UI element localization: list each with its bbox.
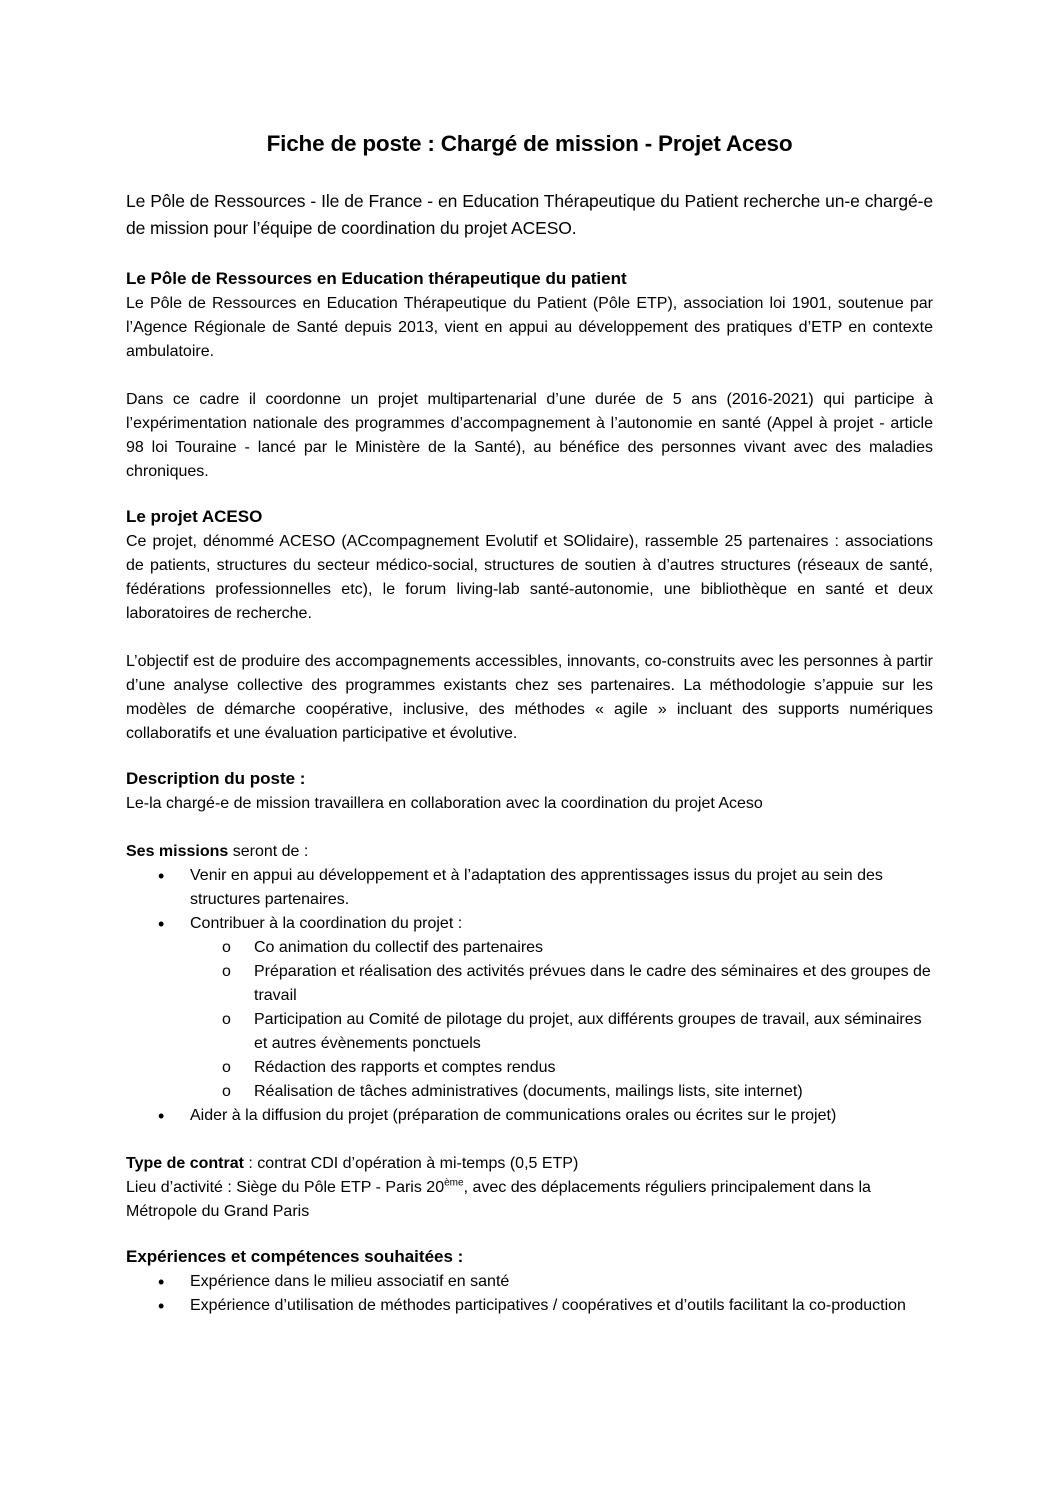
list-item [158, 912, 933, 1104]
section-heading: Description du poste : [126, 769, 306, 788]
section-pole [126, 266, 933, 484]
sub-list-item: o Rédaction des rapports et comptes rendus [222, 1056, 933, 1080]
contract-type [126, 1152, 933, 1176]
missions-label-rest: seront de : [228, 843, 309, 860]
section-heading: Expériences et compétences souhaitées : [126, 1247, 464, 1266]
list-item: • Aider à la diffusion du projet (préparation de communications orales ou écrites sur le projet) [158, 1104, 933, 1128]
missions-list [126, 864, 933, 1128]
section-projet [126, 504, 933, 746]
list-item-label: Contribuer à la coordination du projet : [190, 915, 463, 932]
work-location-sup: ème [444, 1177, 464, 1189]
contract-type-value: : contrat CDI d’opération à mi-temps (0,5 ETP) [243, 1155, 579, 1172]
contract-type-label: Type de contrat [126, 1155, 244, 1172]
list-item: • Venir en appui au développement et à l’adaptation des apprentissages issus du projet au sein des structures partenaires. [158, 864, 933, 912]
missions-label [126, 840, 933, 864]
sub-list-item: o Préparation et réalisation des activités prévues dans le cadre des séminaires et des groupes de travail [222, 960, 933, 1008]
paragraph: L’objectif est de produire des accompagnements accessibles, innovants, co-construits avec les personnes à partir d’une analyse collective des programmes existants chez ses partenaires. La méthodologie s’appuie sur les modèles de démarche coopérative, inclusive, des méthodes « agile » incluant des supports numériques collaboratifs et une évaluation participative et évolutive. [126, 653, 933, 742]
intro-paragraph: Le Pôle de Ressources - Ile de France - en Education Thérapeutique du Patient recherche un-e chargé-e de mission pour l’équipe de coordination du projet ACESO. [126, 191, 933, 238]
sub-list-item: o Participation au Comité de pilotage du projet, aux différents groupes de travail, aux séminaires et autres évènements ponctuels [222, 1008, 933, 1056]
page-title: Fiche de poste : Chargé de mission - Projet Aceso [266, 131, 793, 156]
list-item: • Expérience dans le milieu associatif en santé [158, 1270, 933, 1294]
work-location [126, 1176, 933, 1224]
experiences-list [126, 1270, 933, 1318]
sub-list [190, 936, 933, 1104]
sub-list-item: o Réalisation de tâches administratives (documents, mailings lists, site internet) [222, 1080, 933, 1104]
paragraph: Le-la chargé-e de mission travaillera en collaboration avec la coordination du projet Aceso [126, 795, 763, 812]
section-heading: Le projet ACESO [126, 507, 263, 526]
paragraph: Ce projet, dénommé ACESO (ACcompagnement Evolutif et SOlidaire), rassemble 25 partenaires : associations de patients, structures du secteur médico-social, structures de soutien à d’autres structures (réseaux de santé, fédérations professionnelles etc), le forum living-lab santé-autonomie, une bibliothèque en santé et deux laboratoires de recherche. [126, 533, 933, 622]
section-heading: Le Pôle de Ressources en Education thérapeutique du patient [126, 269, 627, 288]
paragraph: Le Pôle de Ressources en Education Thérapeutique du Patient (Pôle ETP), association loi 1901, soutenue par l’Agence Régionale de Santé depuis 2013, vient en appui au développement des pratiques d’ETP en contexte ambulatoire. [126, 295, 933, 360]
work-location-text: Lieu d’activité : Siège du Pôle ETP - Paris 20 [126, 1179, 445, 1196]
section-experiences [126, 1244, 933, 1318]
paragraph: Dans ce cadre il coordonne un projet multipartenarial d’une durée de 5 ans (2016-2021) qui participe à l’expérimentation nationale des programmes d’accompagnement à l’autonomie en santé (Appel à projet - article 98 loi Touraine - lancé par le Ministère de la Santé), au bénéfice des personnes vivant avec des maladies chroniques. [126, 391, 933, 480]
missions-label-bold: Ses missions [126, 843, 229, 860]
work-location-rest: , avec des déplacements réguliers principalement dans la Métropole du Grand Paris [126, 1179, 871, 1220]
list-item: • Expérience d’utilisation de méthodes participatives / coopératives et d’outils facilitant la co-production [158, 1294, 933, 1318]
sub-list-item: o Co animation du collectif des partenaires [222, 936, 933, 960]
section-poste [126, 766, 933, 1224]
